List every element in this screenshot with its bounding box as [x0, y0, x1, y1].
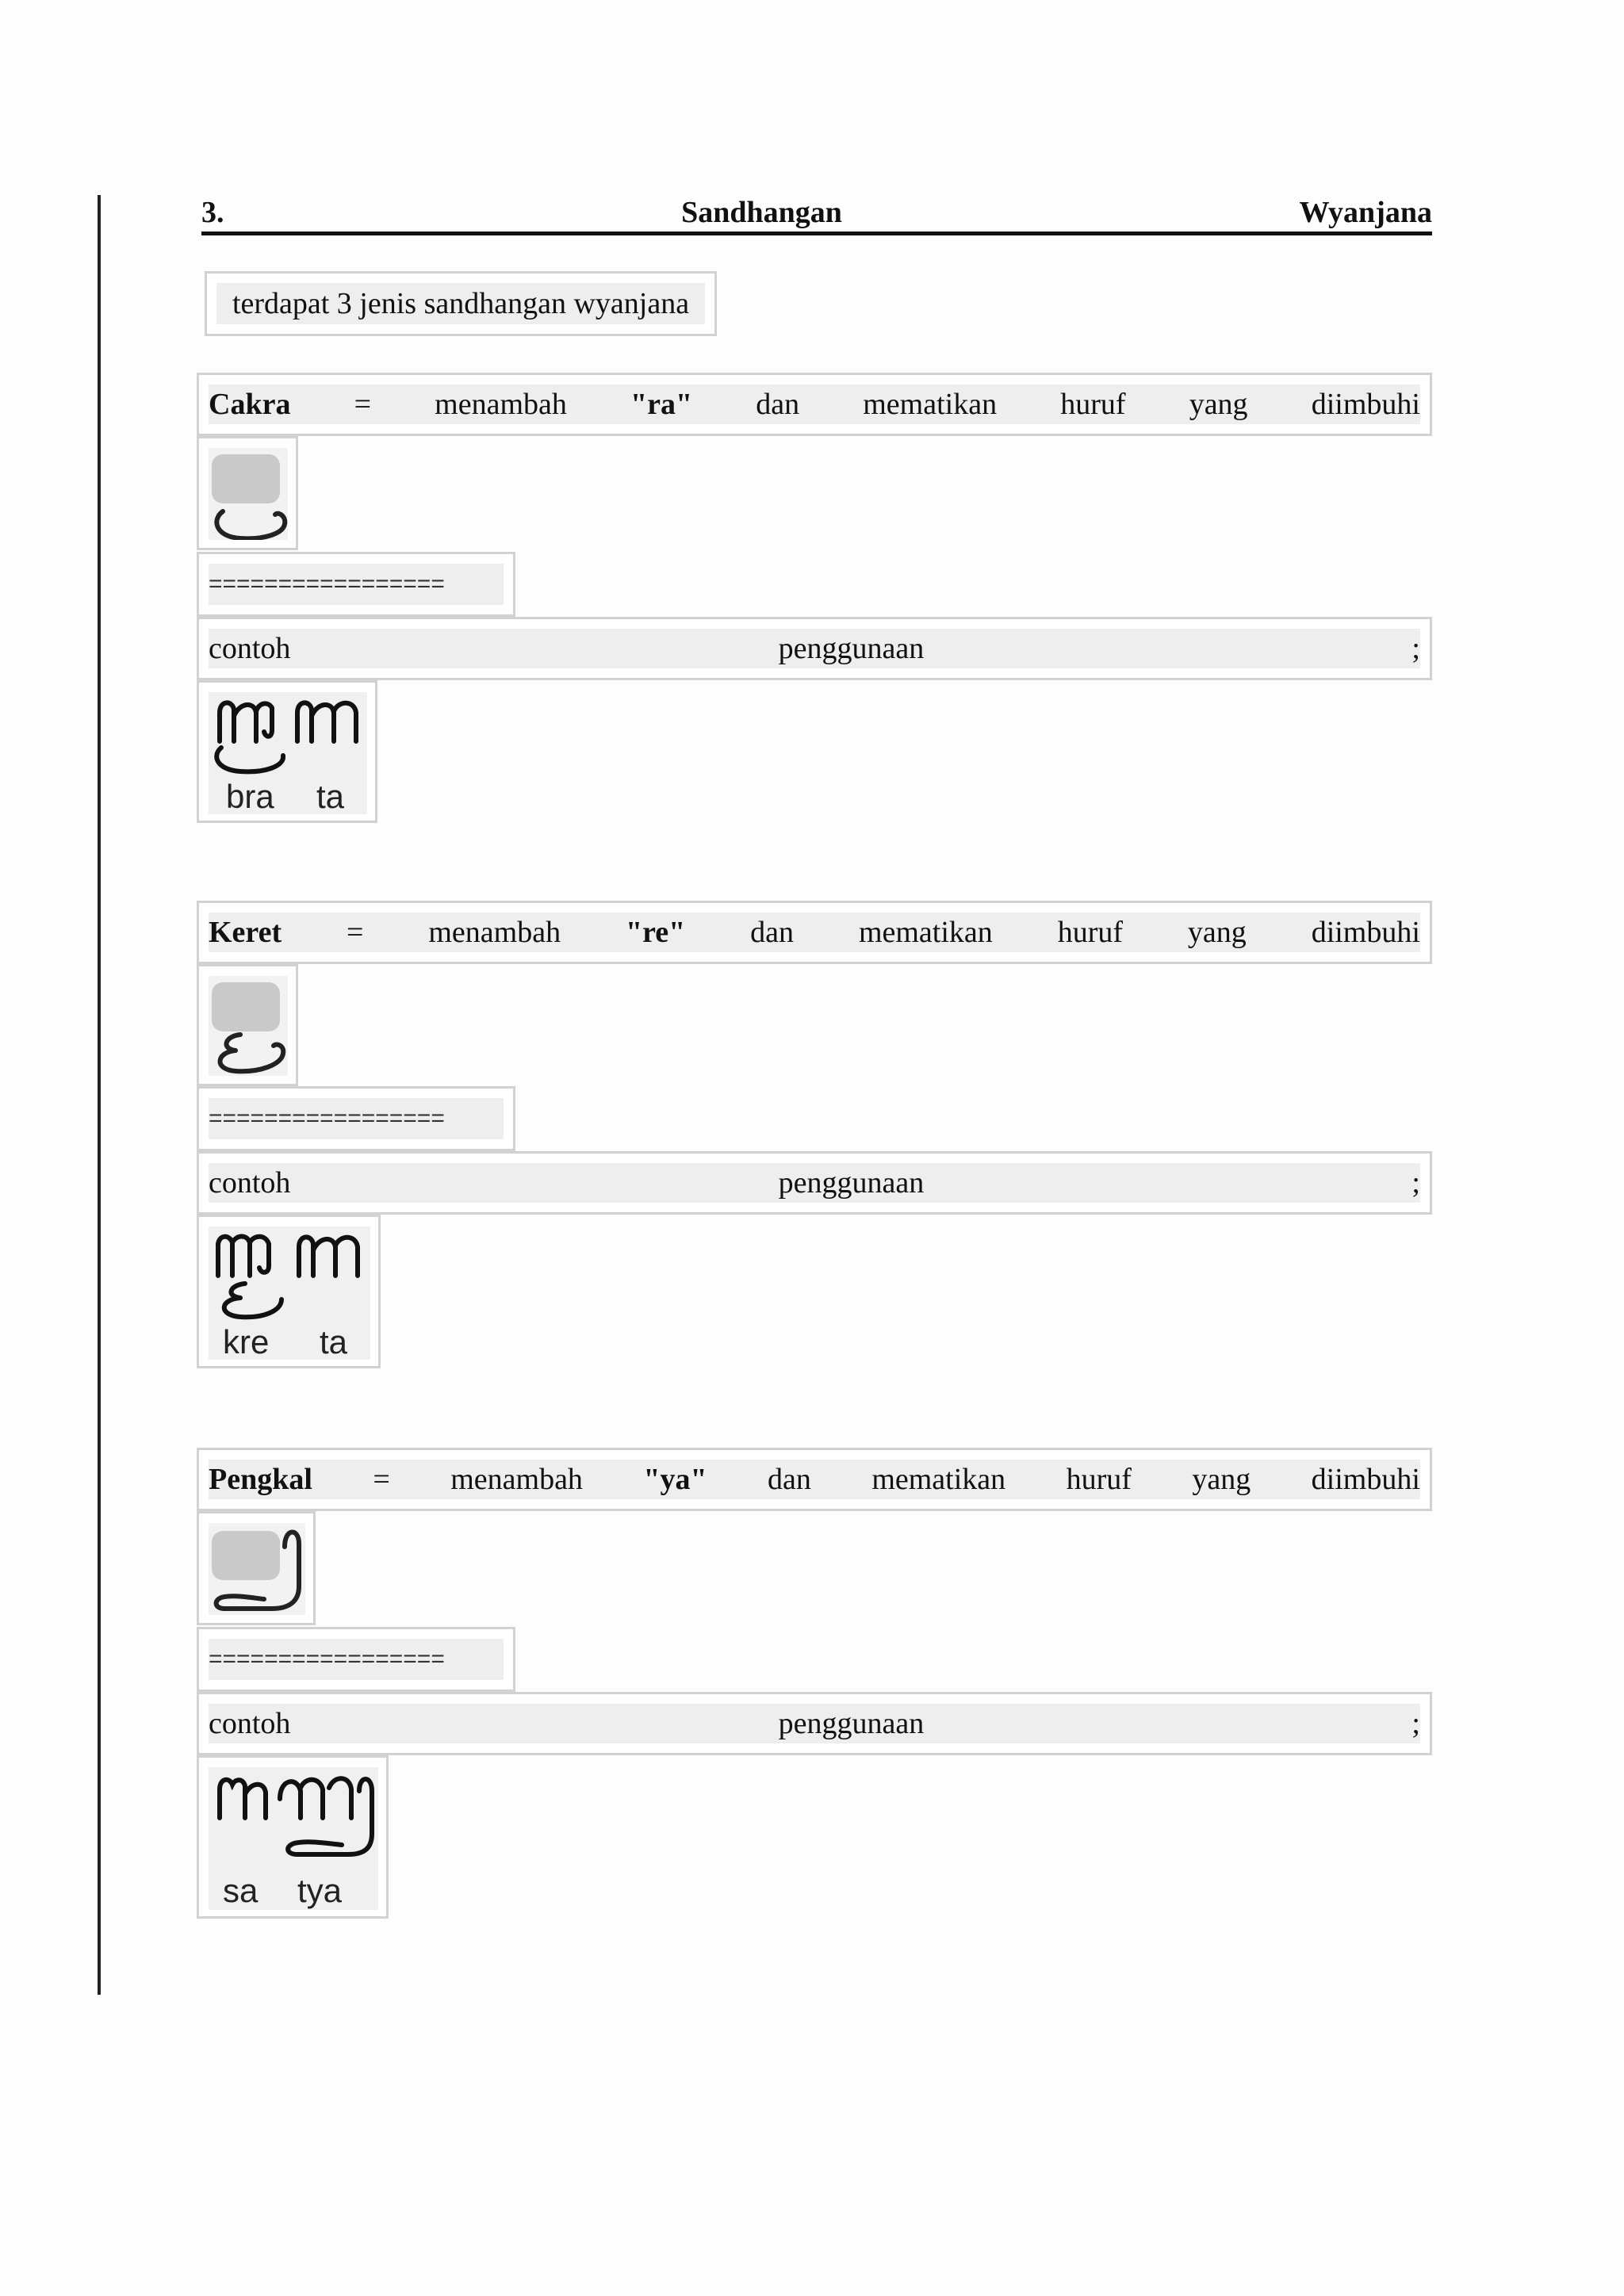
- pengkal-term: Pengkal: [209, 1463, 312, 1496]
- keret-glyph-image: [209, 976, 288, 1076]
- pengkal-example-syllable-1: sa: [223, 1872, 259, 1909]
- pengkal-separator: =================: [209, 1639, 504, 1680]
- keret-separator-box: [197, 1086, 515, 1151]
- keret-term: Keret: [209, 916, 282, 949]
- intro-text: terdapat 3 jenis sandhangan wyanjana: [232, 287, 690, 320]
- section-heading: [201, 195, 1432, 235]
- pengkal-example-label-row: contoh penggunaan ;: [197, 1692, 1432, 1755]
- cakra-example-syllable-2: ta: [316, 778, 345, 814]
- cakra-example-syllable-1: bra: [226, 778, 274, 814]
- keret-separator: =================: [209, 1098, 504, 1139]
- pengkal-definition-row: Pengkal = menambah "ya" dan mematikan huruf yang diimbuhi: [197, 1448, 1432, 1511]
- pengkal-separator-box: [197, 1627, 515, 1692]
- cakra-example-box: [197, 680, 377, 823]
- intro-box: [205, 271, 717, 336]
- pengkal-glyph-box: [197, 1511, 316, 1625]
- cakra-separator-box: [197, 552, 515, 617]
- heading-title: Sandhangan: [681, 196, 842, 229]
- keret-glyph-box: [197, 964, 298, 1086]
- heading-subtitle: Wyanjana: [1299, 196, 1432, 229]
- pengkal-example-syllable-2: tya: [297, 1872, 343, 1909]
- keret-example-syllable-2: ta: [320, 1323, 348, 1360]
- pengkal-example-image: [209, 1767, 378, 1910]
- keret-example-syllable-1: kre: [223, 1323, 270, 1360]
- cakra-definition-row: Cakra = menambah "ra" dan mematikan huruf yang diimbuhi: [197, 373, 1432, 436]
- keret-definition-row: Keret = menambah "re" dan mematikan huruf yang diimbuhi: [197, 901, 1432, 964]
- keret-example-image: [209, 1226, 370, 1360]
- pengkal-example-box: [197, 1755, 389, 1919]
- left-margin-rule: [98, 195, 101, 1995]
- cakra-example-image: [209, 692, 367, 814]
- cakra-separator: =================: [209, 564, 504, 605]
- cakra-term: Cakra: [209, 388, 291, 421]
- heading-number: 3.: [201, 196, 224, 229]
- cakra-glyph-box: [197, 436, 298, 550]
- cakra-glyph-image: [209, 448, 288, 540]
- cakra-example-label-row: contoh penggunaan ;: [197, 617, 1432, 680]
- pengkal-glyph-image: [209, 1523, 305, 1615]
- keret-example-box: [197, 1215, 381, 1368]
- keret-example-label-row: contoh penggunaan ;: [197, 1151, 1432, 1215]
